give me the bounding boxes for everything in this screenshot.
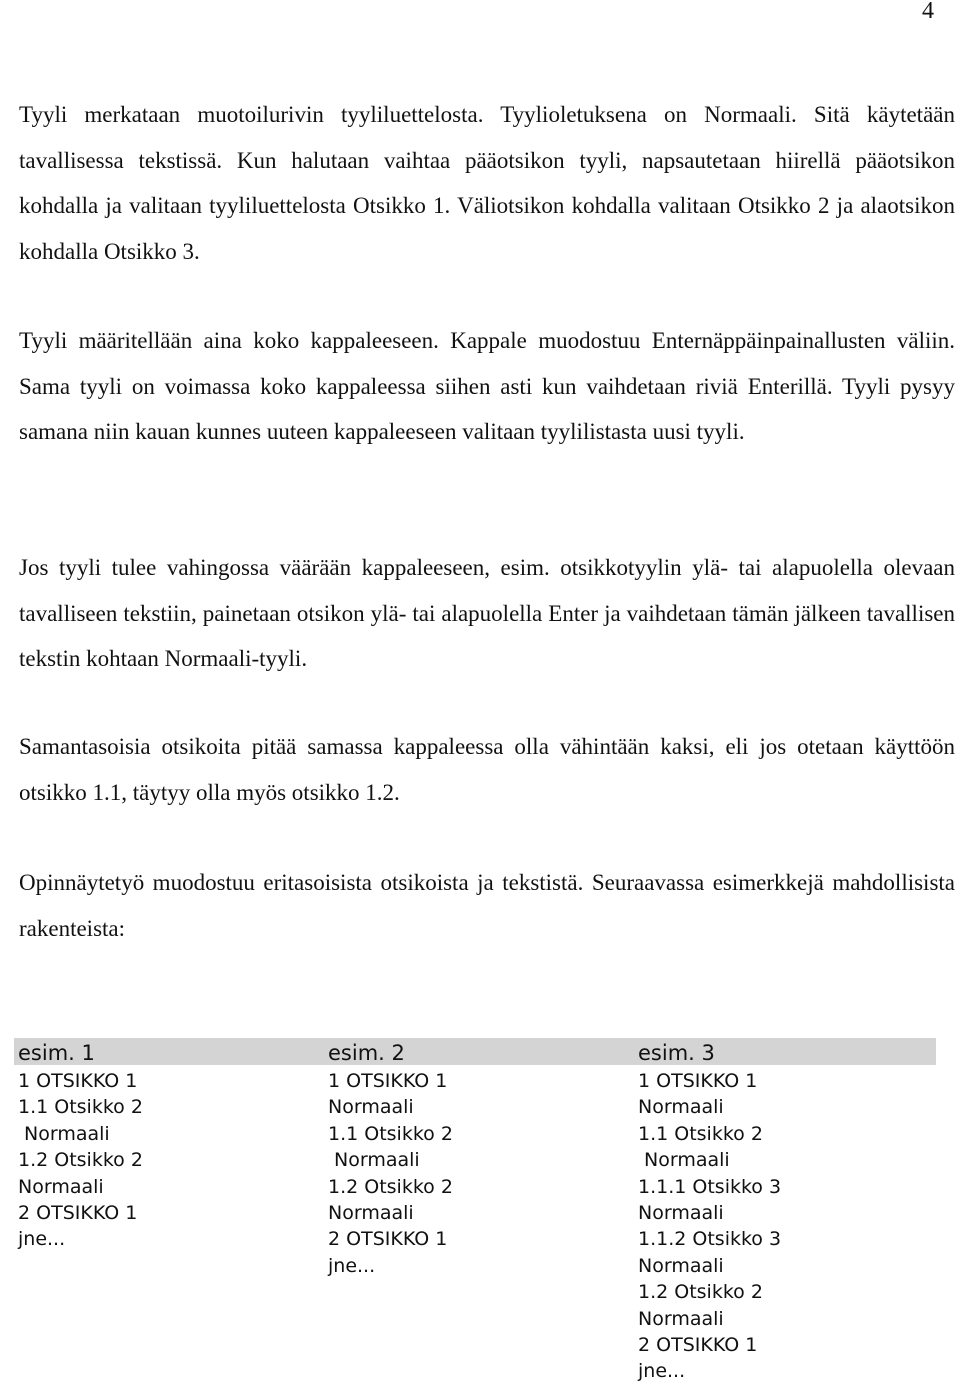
example-line: Normaali [638,1254,724,1277]
example-line: 1.2 Otsikko 2 [328,1175,453,1198]
example-2-column [328,1068,453,1279]
example-line: 2 OTSIKKO 1 [638,1334,758,1357]
example-2-header: esim. 2 [328,1041,405,1065]
example-line: 1.1 Otsikko 2 [328,1122,453,1145]
example-line: 1.1.1 Otsikko 3 [638,1175,782,1198]
example-line: Normaali [328,1202,414,1225]
example-line: 1.1 Otsikko 2 [638,1122,763,1145]
example-line: 2 OTSIKKO 1 [18,1202,138,1225]
example-1-column [18,1068,143,1253]
example-line: 1 OTSIKKO 1 [328,1070,448,1092]
example-line: 1.1.2 Otsikko 3 [638,1228,782,1251]
example-line: Normaali [328,1096,414,1119]
example-line: Normaali [638,1307,724,1330]
examples-table [14,1038,936,1383]
example-3-header: esim. 3 [638,1041,715,1065]
example-line: Normaali [638,1202,724,1225]
paragraph-style-selection: Tyyli merkataan muotoilurivin tyyliluettelosta. Tyylioletuksena on Normaali. Sitä käytetään tavallisessa tekstissä. Kun halutaan vaihtaa pääotsikon tyyli, napsautetaan hiirellä pääotsikon kohdalla ja valitaan tyyliluettelosta Otsikko 1. Väliotsikon kohdalla valitaan Otsikko 2 ja alaotsikon kohdalla Otsikko 3. [19,102,955,264]
example-3-column [638,1068,781,1385]
example-1-header: esim. 1 [18,1041,95,1065]
paragraph-heading-levels: Samantasoisia otsikoita pitää samassa kappaleessa olla vähintään kaksi, eli jos otetaan käyttöön otsikko 1.1, täytyy olla myös otsikko 1.2. [19,734,955,805]
example-line: 1 OTSIKKO 1 [18,1070,138,1092]
example-line: Normaali [18,1175,104,1198]
paragraph-style-mistake: Jos tyyli tulee vahingossa väärään kappaleeseen, esim. otsikkotyylin ylä- tai alapuolella olevaan tavalliseen tekstiin, painetaan otsikon ylä- tai alapuolella Enter ja vaihdetaan tämän jälkeen tavallisen tekstin kohtaan Normaali-tyyli. [19,555,955,671]
example-line: 1.2 Otsikko 2 [638,1281,763,1304]
example-line: Normaali [638,1149,730,1172]
example-line: Normaali [328,1149,420,1172]
example-line: 1.1 Otsikko 2 [18,1096,143,1119]
example-line: jne... [638,1360,686,1383]
example-line: Normaali [18,1122,110,1145]
example-line: 1 OTSIKKO 1 [638,1070,758,1092]
paragraph-style-scope: Tyyli määritellään aina koko kappaleeseen. Kappale muodostuu Enternäppäinpainallusten väliin. Sama tyyli on voimassa koko kappaleessa siihen asti kun vaihdetaan riviä Enterillä. Tyyli pysyy samana niin kauan kunnes uuteen kappaleeseen valitaan tyylilistasta uusi tyyli. [19,328,955,444]
paragraph-structure-intro: Opinnäytetyö muodostuu eritasoisista otsikoista ja tekstistä. Seuraavassa esimerkkejä mahdollisista rakenteista: [19,870,955,941]
example-line: 1.2 Otsikko 2 [18,1149,143,1172]
example-line: Normaali [638,1096,724,1119]
example-line: jne... [18,1228,66,1251]
example-line: 2 OTSIKKO 1 [328,1228,448,1251]
page-number: 4 [922,0,934,24]
examples-header-row [14,1038,936,1065]
example-line: jne... [328,1254,376,1277]
